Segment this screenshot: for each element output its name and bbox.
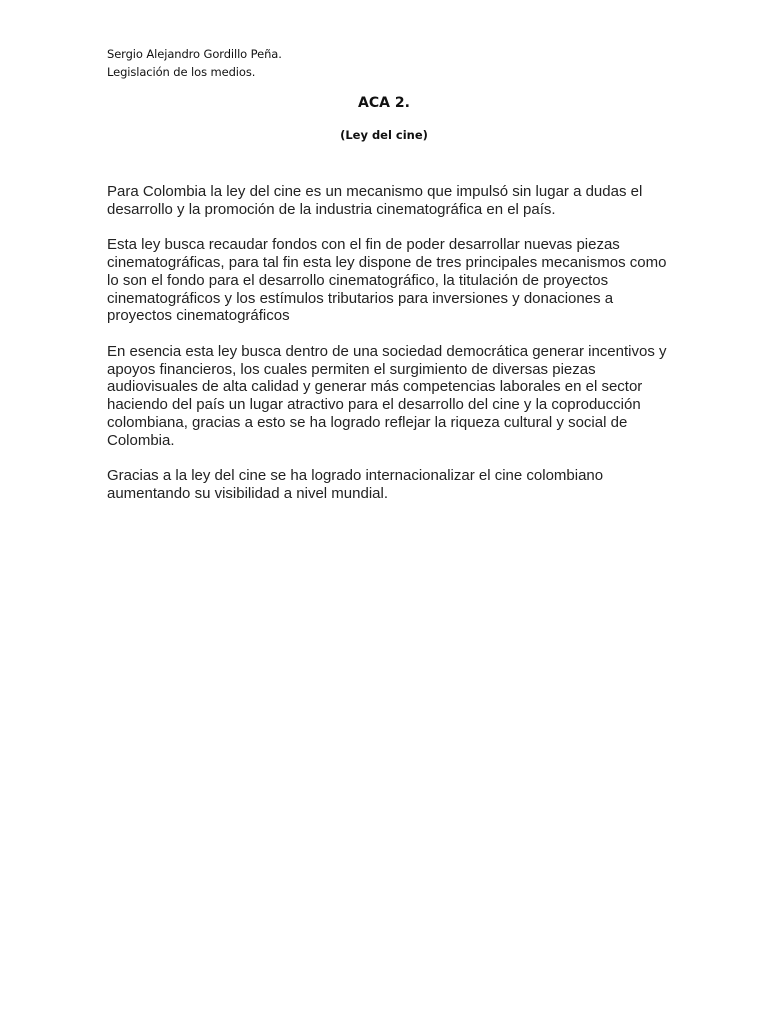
paragraph: Esta ley busca recaudar fondos con el fin de poder desarrollar nuevas piezas cinematográficas, para tal fin esta ley dispone de tres principales mecanismos como lo son el fondo para el desarrollo cinematográfico, la titulación de proyectos cinematográficos y los estímulos tributarios para inversiones y donaciones a proyectos cinematográficos bbox=[107, 236, 667, 325]
document-body bbox=[107, 183, 667, 520]
paragraph: Gracias a la ley del cine se ha logrado internacionalizar el cine colombiano aumentando su visibilidad a nivel mundial. bbox=[107, 467, 604, 502]
paragraph: En esencia esta ley busca dentro de una sociedad democrática generar incentivos y apoyos financieros, los cuales permiten el surgimiento de diversas piezas audiovisuales de alta calidad y generar más competencias laborales en el sector haciendo del país un lugar atractivo para el desarrollo del cine y la coproducción colombiana, gracias a esto se ha logrado reflejar la riqueza cultural y social de Colombia. bbox=[107, 342, 667, 449]
document-title: ACA 2. bbox=[358, 95, 410, 111]
document-header bbox=[107, 45, 282, 81]
document-subtitle: (Ley del cine) bbox=[340, 128, 428, 142]
paragraph: Para Colombia la ley del cine es un mecanismo que impulsó sin lugar a dudas el desarrollo y la promoción de la industria cinematográfica en el país. bbox=[107, 183, 643, 218]
course-name: Legislación de los medios. bbox=[107, 65, 256, 79]
author-name: Sergio Alejandro Gordillo Peña. bbox=[107, 47, 282, 61]
